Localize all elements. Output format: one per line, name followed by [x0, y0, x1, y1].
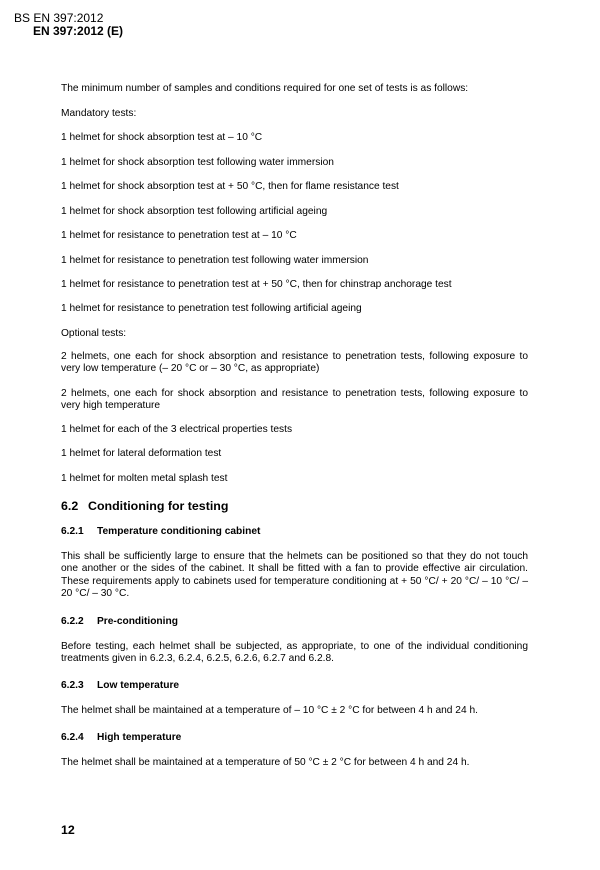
- optional-item: 1 helmet for lateral deformation test: [61, 448, 222, 459]
- optional-item: 2 helmets, one each for shock absorption and resistance to penetration tests, following exposure to very low temperature (– 20 °C or – 30 °C, as appropriate): [61, 351, 528, 375]
- subsection-title: Pre-conditioning: [97, 616, 178, 627]
- paragraph-6-2-2: Before testing, each helmet shall be subjected, as appropriate, to one of the individual conditioning treatments given in 6.2.3, 6.2.4, 6.2.5, 6.2.6, 6.2.7 and 6.2.8.: [61, 641, 528, 665]
- subsection-heading-6-2-1: [61, 526, 260, 537]
- section-number: 6.2: [61, 499, 79, 513]
- subsection-number: 6.2.3: [61, 680, 84, 691]
- intro-paragraph: The minimum number of samples and conditions required for one set of tests is as follows:: [61, 83, 469, 94]
- subsection-heading-6-2-2: [61, 616, 178, 627]
- section-title: Conditioning for testing: [88, 499, 229, 513]
- subsection-title: Temperature conditioning cabinet: [97, 526, 261, 537]
- subsection-title: High temperature: [97, 732, 182, 743]
- optional-item: 2 helmets, one each for shock absorption and resistance to penetration tests, following exposure to very high temperature: [61, 388, 528, 412]
- mandatory-tests-label: Mandatory tests:: [61, 108, 137, 119]
- paragraph-6-2-1: This shall be sufficiently large to ensure that the helmets can be positioned so that they do not touch one another or the sides of the cabinet. It shall be fitted with a fan to provide effective air circulation. These requirements apply to cabinets used for temperature conditioning at + 50 °C/ + 20 °C/ – 10 °C/ – 20 °C/ – 30 °C.: [61, 551, 528, 600]
- mandatory-item: 1 helmet for resistance to penetration test following artificial ageing: [61, 303, 362, 314]
- mandatory-item: 1 helmet for shock absorption test at + 50 °C, then for flame resistance test: [61, 181, 399, 192]
- subsection-number: 6.2.2: [61, 616, 84, 627]
- subsection-heading-6-2-4: [61, 732, 181, 743]
- page-header: [14, 12, 123, 38]
- optional-item: 1 helmet for each of the 3 electrical properties tests: [61, 424, 293, 435]
- optional-tests-label: Optional tests:: [61, 328, 127, 339]
- mandatory-item: 1 helmet for shock absorption test following artificial ageing: [61, 206, 328, 217]
- page-number: 12: [61, 823, 75, 837]
- mandatory-item: 1 helmet for resistance to penetration test following water immersion: [61, 255, 369, 266]
- section-heading-6-2: [61, 499, 228, 513]
- paragraph-6-2-4: The helmet shall be maintained at a temperature of 50 °C ± 2 °C for between 4 h and 24 h.: [61, 757, 470, 768]
- standard-id-english: EN 397:2012 (E): [33, 24, 124, 38]
- subsection-heading-6-2-3: [61, 680, 179, 691]
- mandatory-item: 1 helmet for resistance to penetration test at + 50 °C, then for chinstrap anchorage test: [61, 279, 452, 290]
- paragraph-6-2-3: The helmet shall be maintained at a temperature of – 10 °C ± 2 °C for between 4 h and 24 h.: [61, 705, 478, 716]
- subsection-number: 6.2.1: [61, 526, 84, 537]
- mandatory-item: 1 helmet for resistance to penetration test at – 10 °C: [61, 230, 297, 241]
- subsection-title: Low temperature: [97, 680, 180, 691]
- subsection-number: 6.2.4: [61, 732, 84, 743]
- mandatory-item: 1 helmet for shock absorption test following water immersion: [61, 157, 334, 168]
- mandatory-item: 1 helmet for shock absorption test at – 10 °C: [61, 132, 263, 143]
- standard-id: BS EN 397:2012: [14, 11, 104, 25]
- optional-item: 1 helmet for molten metal splash test: [61, 473, 228, 484]
